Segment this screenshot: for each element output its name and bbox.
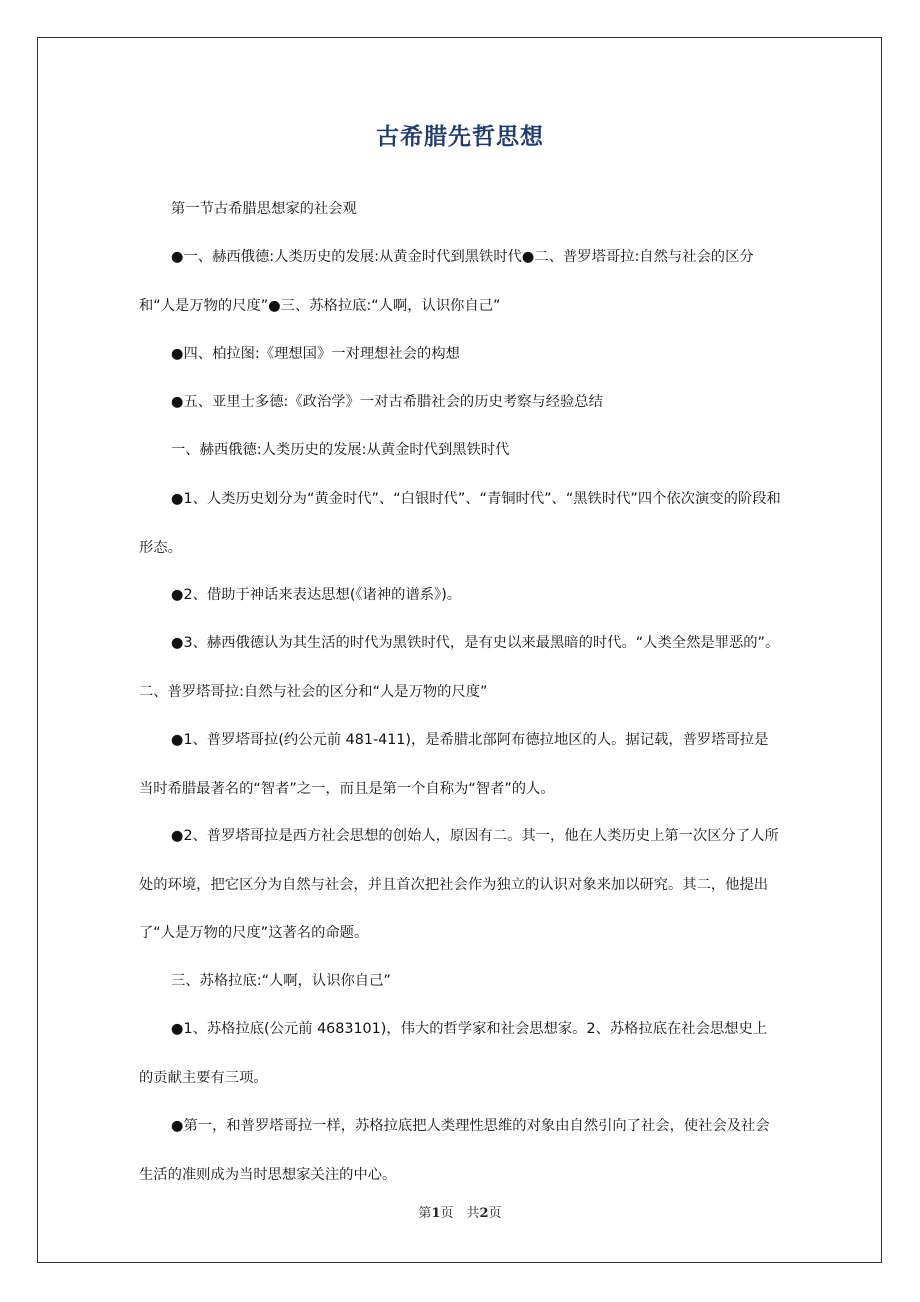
paragraph-protagoras-1: ●1、普罗塔哥拉(约公元前 481-411)，是希腊北部阿布德拉地区的人。据记载，普罗塔哥拉是当时希腊最著名的“智者”之一，而且是第一个自称为“智者”的人。 [139, 732, 769, 797]
paragraph-hesiod-1: ●1、人类历史划分为“黄金时代”、“白银时代”、“青铜时代”、“黑铁时代”四个依次演变的阶段和形态。 [139, 491, 781, 556]
paragraph-section-heading: 第一节古希腊思想家的社会观 [171, 201, 357, 217]
footer-mid: 页 共 [440, 1206, 480, 1221]
paragraph-socrates-1: ●1、苏格拉底(公元前 4683101)，伟大的哲学家和社会思想家。2、苏格拉底在社会思想史上的贡献主要有三项。 [139, 1021, 768, 1086]
paragraph-outline-4: ●四、柏拉图:《理想国》一对理想社会的构想 [171, 346, 460, 362]
paragraph-protagoras-2: ●2、普罗塔哥拉是西方社会思想的创始人，原因有二。其一，他在人类历史上第一次区分了人所处的环境，把它区分为自然与社会，并且首次把社会作为独立的认识对象来加以研究。其二，他提出了“人是万物的尺度”这著名的命题。 [139, 828, 779, 941]
paragraph-outline-1: ●一、赫西俄德:人类历史的发展:从黄金时代到黑铁时代●二、普罗塔哥拉:自然与社会的区分和“人是万物的尺度”●三、苏格拉底:“人啊，认识你自己” [139, 249, 754, 314]
footer-page-current: 1 [431, 1206, 441, 1221]
footer-prefix: 第 [418, 1206, 432, 1221]
paragraph-outline-5: ●五、亚里士多德:《政治学》一对古希腊社会的历史考察与经验总结 [171, 394, 603, 410]
paragraph-hesiod-2: ●2、借助于神话来表达思想(《诸神的谱系》)。 [171, 587, 462, 603]
paragraph-heading-hesiod: 一、赫西俄德:人类历史的发展:从黄金时代到黑铁时代 [171, 442, 510, 458]
paragraph-socrates-first: ●第一，和普罗塔哥拉一样，苏格拉底把人类理性思维的对象由自然引向了社会，使社会及社会生活的准则成为当时思想家关注的中心。 [139, 1118, 770, 1183]
paragraph-hesiod-3: ●3、赫西俄德认为其生活的时代为黑铁时代，是有史以来最黑暗的时代。“人类全然是罪恶的”。二、普罗塔哥拉:自然与社会的区分和“人是万物的尺度” [139, 635, 780, 700]
footer-suffix: 页 [488, 1206, 502, 1221]
paragraph-heading-socrates: 三、苏格拉底:“人啊，认识你自己” [171, 973, 391, 989]
page-footer [0, 1204, 920, 1224]
footer-page-total: 2 [479, 1206, 489, 1221]
document-title: 古希腊先哲思想 [376, 124, 544, 150]
